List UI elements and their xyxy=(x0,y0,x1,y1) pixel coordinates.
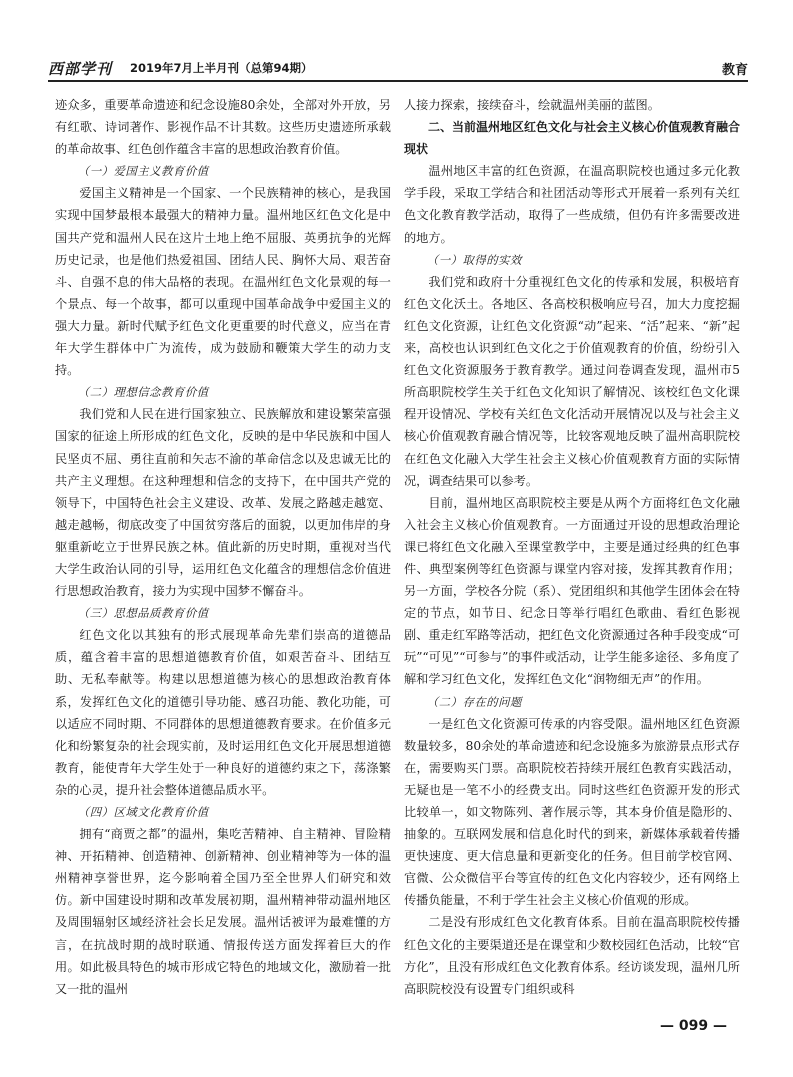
issue-info: 2019年7月上半月刊（总第94期） xyxy=(130,61,313,75)
subsection-heading: （一）爱国主义教育价值 xyxy=(77,164,209,179)
page-header xyxy=(48,58,748,82)
right-column xyxy=(404,94,740,1000)
paragraph: 红色文化以其独有的形式展现革命先辈们崇高的道德品质，蕴含着丰富的思想道德教育价值，如艰苦奋斗、团结互助、无私奉献等。构建以思想道德为核心的思想政治教育体系，发挥红色文化的道德引导功能、感召功能、教化功能，可以适应不同时期、不同群体的思想道德教育要求。在价值多元化和纷繁复杂的社会现实前，及时运用红色文化开展思想道德教育，能使青年大学生处于一种良好的道德约束之下，荡涤繁杂的心灵，提升社会整体道德品质水平。 xyxy=(55,628,391,797)
subsection-heading: （二）存在的问题 xyxy=(426,694,522,709)
journal-title: 西部学刊 xyxy=(48,60,113,78)
paragraph: 拥有“商贾之都”的温州，集吃苦精神、自主精神、冒险精神、开拓精神、创造精神、创新精神、创业精神等为一体的温州精神享誉世界，迄今影响着全国乃至全世界人们研究和效仿。新中国建设时期和改革发展初期，温州精神带动温州地区及周围辐射区域经济社会长足发展。温州话被评为最难懂的方言，在抗战时期的战时联通、情报传送方面发挥着巨大的作用。如此极具特色的城市形成它特色的地域文化，激励着一批又一批的温州 xyxy=(55,827,391,996)
paragraph: 人接力探索，接续奋斗，绘就温州美丽的蓝图。 xyxy=(404,98,660,112)
section-heading: 二、当前温州地区红色文化与社会主义核心价值观教育融合现状 xyxy=(404,120,741,157)
paragraph: 温州地区丰富的红色资源，在温高职院校也通过多元化教学手段，采取工学结合和社团活动等形式开展着一系列有关红色文化教育教学活动，取得了一些成绩，但仍有许多需要改进的地方。 xyxy=(404,164,740,245)
paragraph: 一是红色文化资源可传承的内容受限。温州地区红色资源数量较多，80余处的革命遗迹和纪念设施多为旅游景点形式存在，需要购买门票。高职院校若持续开展红色教育实践活动，无疑也是一笔不小的经费支出。同时这些红色资源开发的形式比较单一，如文物陈列、著作展示等，其本身价值是隐形的、抽象的。互联网发展和信息化时代的到来，新媒体承载着传播更快速度、更大信息量和更新变化的任务。但目前学校官网、官微、公众微信平台等宣传的红色文化内容较少，还有网络上传播负能量，不利于学生社会主义核心价值观的形成。 xyxy=(404,716,740,908)
paragraph: 爱国主义精神是一个国家、一个民族精神的核心，是我国实现中国梦最根本最强大的精神力量。温州地区红色文化是中国共产党和温州人民在这片土地上绝不屈服、英勇抗争的光辉历史记录，也是他们热爱祖国、团结人民、胸怀大局、艰苦奋斗、自强不息的伟大品格的表现。在温州红色文化景观的每一个景点、每一个故事，都可以重现中国革命战争中爱国主义的强大力量。新时代赋予红色文化更重要的时代意义，应当在青年大学生群体中广为流传，成为鼓励和鞭策大学生的动力支持。 xyxy=(55,186,391,378)
page-number: — 099 — xyxy=(660,1018,727,1034)
paragraph: 我们党和人民在进行国家独立、民族解放和建设繁荣富强国家的征途上所形成的红色文化，反映的是中华民族和中国人民坚贞不屈、勇往直前和矢志不渝的革命信念以及忠诚无比的共产主义理想。在这种理想和信念的支持下，在中国共产党的领导下，中国特色社会主义建设、改革、发展之路越走越宽、越走越畅，彻底改变了中国贫穷落后的面貌，以更加伟岸的身躯重新屹立于世界民族之林。值此新的历史时期，重视对当代大学生政治认同的引导，运用红色文化蕴含的理想信念价值进行思想政治教育，接力为实现中国梦不懈奋斗。 xyxy=(55,407,391,599)
paragraph: 迹众多，重要革命遗迹和纪念设施80余处，全部对外开放，另有红歌、诗词著作、影视作品不计其数。这些历史遗迹所承载的革命故事、红色创作蕴含丰富的思想政治教育价值。 xyxy=(55,98,391,157)
subsection-heading: （二）理想信念教育价值 xyxy=(77,385,209,400)
paragraph: 我们党和政府十分重视红色文化的传承和发展，积极培育红色文化沃土。各地区、各高校积极响应号召，加大力度挖掘红色文化资源，让红色文化资源“动”起来、“活”起来、“新”起来，高校也认识到红色文化之于价值观教育的价值，纷纷引入红色文化资源服务于教育教学。通过问卷调查发现，温州市5所高职院校学生关于红色文化知识了解情况、该校红色文化课程开设情况、学校有关红色文化活动开展情况以及与社会主义核心价值观教育融合情况等，比较客观地反映了温州高职院校在红色文化融入大学生社会主义核心价值观教育方面的实际情况，调查结果可以参考。 xyxy=(404,274,740,488)
subsection-heading: （三）思想品质教育价值 xyxy=(77,606,209,621)
subsection-heading: （一）取得的实效 xyxy=(426,252,522,267)
left-column xyxy=(55,94,391,1000)
section-label: 教育 xyxy=(721,63,748,78)
paragraph: 二是没有形成红色文化教育体系。目前在温高职院校传播红色文化的主要渠道还是在课堂和少数校园红色活动，比较“官方化”，且没有形成红色文化教育体系。经访谈发现，温州几所高职院校没有设置专门组织或科 xyxy=(404,915,740,996)
subsection-heading: （四）区域文化教育价值 xyxy=(77,805,209,819)
paragraph: 目前，温州地区高职院校主要是从两个方面将红色文化融入社会主义核心价值观教育。一方面通过开设的思想政治理论课已将红色文化融入至课堂教学中，主要是通过经典的红色事件、典型案例等红色资源与课堂内容对接，发挥其教育作用；另一方面，学校各分院（系）、党团组织和其他学生团体会在特定的节点，如节日、纪念日等举行唱红色歌曲、看红色影视剧、重走红军路等活动，把红色文化资源通过各种手段变成“可玩”“可见”“可参与”的事件或活动，让学生能多途径、多角度了解和学习红色文化，发挥红色文化“润物细无声”的作用。 xyxy=(404,495,740,687)
